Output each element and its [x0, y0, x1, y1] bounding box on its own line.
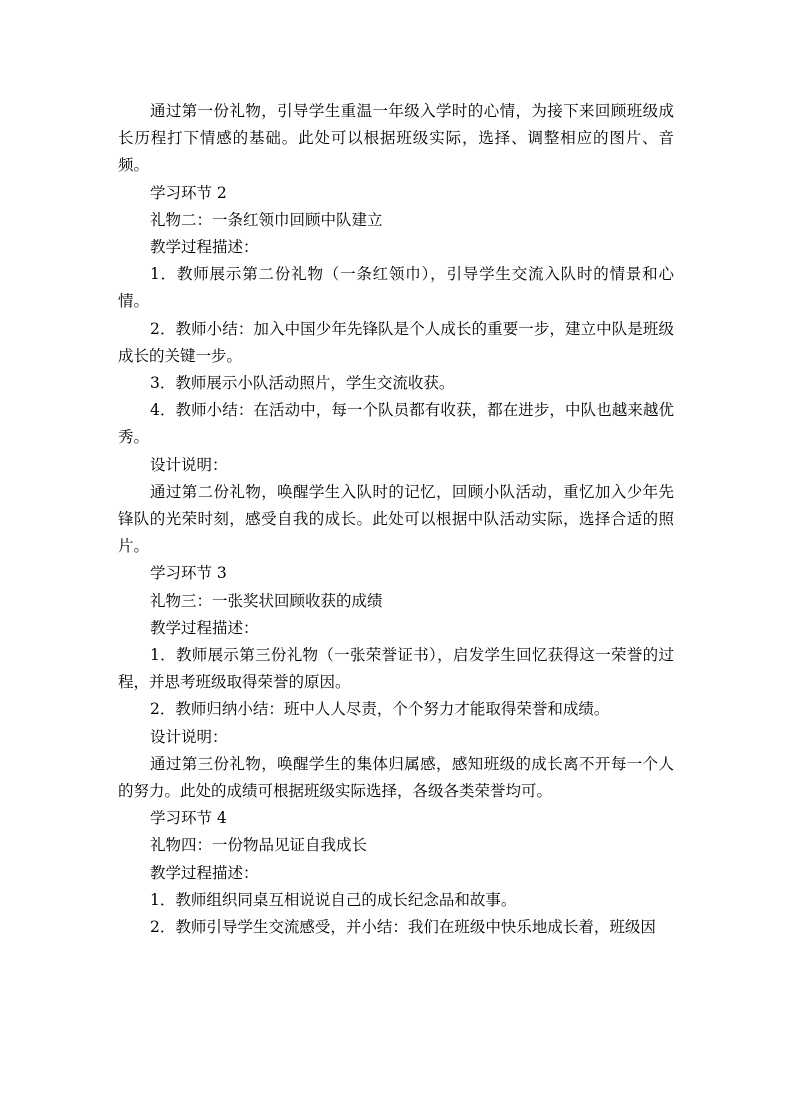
section-heading-2: 学习环节 2 [150, 183, 227, 202]
process-label-2: 教学过程描述： [150, 238, 259, 257]
process-label-3: 教学过程描述： [150, 618, 259, 637]
paragraph-1: 通过第一份礼物，引导学生重温一年级入学时的心情，为接下来回顾班级成长历程打下情感的基础。此处可以根据班级实际，选择、调整相应的图片、音频。 [118, 102, 674, 175]
section-heading-3: 学习环节 3 [150, 564, 227, 583]
design-label-2: 设计说明： [150, 455, 228, 474]
design-label-3: 设计说明： [150, 727, 228, 746]
step-2-1: 1．教师展示第二份礼物（一条红领巾），引导学生交流入队时的情景和心情。 [118, 265, 674, 311]
step-4-2: 2．教师引导学生交流感受，并小结：我们在班级中快乐地成长着，班级因 [150, 918, 656, 937]
gift-title-2: 礼物二：一条红领巾回顾中队建立 [150, 210, 383, 229]
gift-title-4: 礼物四：一份物品见证自我成长 [150, 836, 368, 855]
process-label-4: 教学过程描述： [150, 863, 259, 882]
step-2-3: 3．教师展示小队活动照片，学生交流收获。 [150, 374, 455, 393]
gift-title-3: 礼物三：一张奖状回顾收获的成绩 [150, 591, 383, 610]
section-heading-4: 学习环节 4 [150, 809, 227, 828]
step-2-2: 2．教师小结：加入中国少年先锋队是个人成长的重要一步，建立中队是班级成长的关键一步。 [118, 319, 674, 365]
document-body [118, 98, 674, 941]
design-note-3: 通过第三份礼物，唤醒学生的集体归属感，感知班级的成长离不开每一个人的努力。此处的成绩可根据班级实际选择，各级各类荣誉均可。 [118, 754, 674, 801]
design-note-2: 通过第二份礼物，唤醒学生入队时的记忆，回顾小队活动，重忆加入少年先锋队的光荣时刻，感受自我的成长。此处可以根据中队活动实际，选择合适的照片。 [118, 482, 674, 556]
step-2-4: 4．教师小结：在活动中，每一个队员都有收获，都在进步，中队也越来越优秀。 [118, 401, 674, 447]
step-4-1: 1．教师组织同桌互相说说自己的成长纪念品和故事。 [150, 890, 517, 909]
step-3-2: 2．教师归纳小结：班中人人尽责，个个努力才能取得荣誉和成绩。 [150, 700, 610, 719]
step-3-1: 1．教师展示第三份礼物（一张荣誉证书），启发学生回忆获得这一荣誉的过程，并思考班级取得荣誉的原因。 [118, 646, 674, 692]
